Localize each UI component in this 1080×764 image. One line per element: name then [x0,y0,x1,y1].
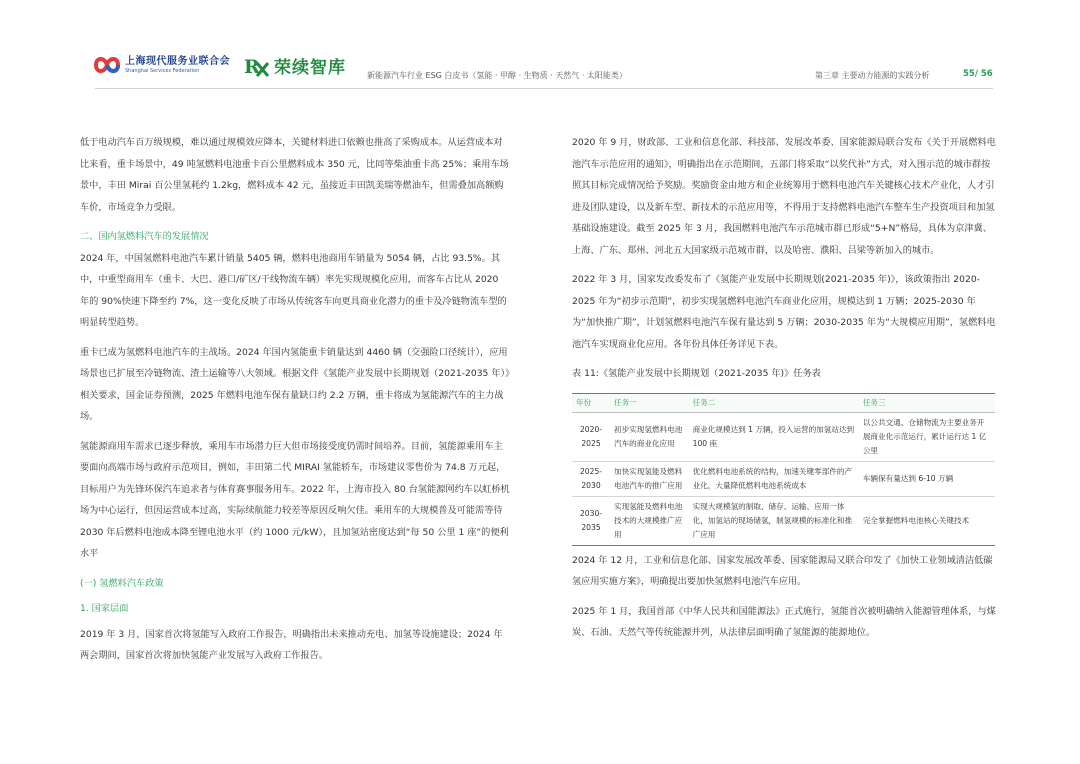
subsection-heading: (一) 氢燃料汽车政策 [80,577,164,589]
ssf-logo-cn: 上海现代服务业联合会 [125,55,230,67]
table-header-row [572,393,995,412]
paragraph: 2024 年，中国氢燃料电池汽车累计销量 5405 辆，燃料电池商用车销量为 5054 辆，占比 93.5%。其中，中重型商用车（重卡、大巴、港口/矿区/干线物流车辆）率先实现规模化应用，而客车占比从 2020 年的 90%快速下降至约 7%，这一变化反映了市场从传统客车向更具商业化潜力的重卡及冷链物流车型的明显转型趋势。 [80,252,507,328]
table-cell: 初步实现氢燃料电池汽车的商业化应用 [610,412,689,461]
document-title: 新能源汽车行业 ESG 白皮书（氢能 · 甲醇 · 生物质 · 天然气 · 太阳能类） [367,71,627,80]
section-heading: 二、国内氢燃料汽车的发展情况 [80,231,209,242]
chapter-title: 第三章 主要动力能源的实践分析 [815,71,930,80]
paragraph: 2020 年 9 月，财政部、工业和信息化部、科技部、发展改革委、国家能源局联合发布《关于开展燃料电池汽车示范应用的通知》，明确指出在示范期间，五部门将采取“以奖代补”方式，对入围示范的城市群按照其目标完成情况给予奖励。奖励资金由地方和企业统筹用于燃料电池汽车关键核心技术产业化，人才引进及团队建设，以及新车型、新技术的示范应用等，不得用于支持燃料电池汽车整车生产投资项目和加氢基础设施建设。截至 2025 年 3 月，我国燃料电池汽车示范城市群已形成“5+N”格局，具体为京津冀、上海、广东、郑州、河北五大国家级示范城市群，以及哈密、濮阳、吕梁等新加入的城市。 [572,137,996,256]
table-row [572,461,995,496]
table-cell: 优化燃料电池系统的结构，加速关键零部件的产业化，大量降低燃料电池系统成本 [689,461,859,496]
table-row [572,412,995,461]
paragraph: 低于电动汽车百万级规模，难以通过规模效应降本，关键材料进口依赖也推高了采购成本。从运营成本对比来看，重卡场景中，49 吨氢燃料电池重卡百公里燃料成本 350 元，比同等柴油重卡高 25%；乘用车场景中，丰田 Mirai 百公里氢耗约 1.2kg，燃料成本 42 元，虽接近丰田凯美瑞等燃油车，但需叠加高额购车价，市场竞争力受限。 [80,137,509,213]
table-header: 年份 [572,393,610,412]
subsection-heading: 1. 国家层面 [80,603,129,614]
rongxu-logo [244,53,346,78]
table-cell: 2030-2035 [572,496,610,545]
right-column [572,132,997,652]
ssf-logo-icon [93,54,121,76]
paragraph: 重卡已成为氢燃料电池汽车的主战场。2024 年国内氢能重卡销量达到 4460 辆（交强险口径统计），应用场景也已扩展至冷链物流、渣土运输等八大领域。根据文件《氢能产业发展中长期规划（2021-2035 年）》相关要求，国金证券预测，2025 年燃料电池车保有量缺口约 2.2 万辆，重卡将成为氢能源汽车的主力战场。 [80,346,510,422]
table-cell: 2025-2030 [572,461,610,496]
table-cell: 完全掌握燃料电池核心关键技术 [859,496,995,545]
paragraph: 2019 年 3 月，国家首次将氢能写入政府工作报告，明确指出未来推动充电、加氢等设施建设；2024 年两会期间，国家首次将加快氢能产业发展写入政府工作报告。 [80,628,503,661]
paragraph: 2025 年 1 月，我国首部《中华人民共和国能源法》正式施行，氢能首次被明确纳入能源管理体系，与煤炭、石油、天然气等传统能源并列，从法律层面明确了氢能源的能源地位。 [572,605,996,638]
header-divider [95,88,993,89]
paragraph: 氢能源商用车需求已逐步释放，乘用车市场潜力巨大但市场接受度仍需时间培养。目前，氢能源乘用车主要面向高端市场与政府示范项目，例如，丰田第二代 MIRAI 氢能轿车，市场建议零售价为 74.8 万元起，目标用户为先锋环保汽车追求者与体育赛事服务用车。2022 年，上海市投入 80 台氢能源网约车以虹桥机场为中心运行，但因运营成本过高，实际续航能力较差等原因反响欠佳。乘用车的大规模普及可能需等待 2030 年后燃料电池成本降至锂电池水平（约 1000 元/kW），且加氢站密度达到“每 50 公里 1 座”的便利水平 [80,440,510,559]
table-header: 任务二 [689,393,859,412]
rongxu-logo-text: 荣续智库 [274,58,346,78]
table-cell: 加快实现氢能及燃料电池汽车的推广应用 [610,461,689,496]
table-caption: 表 11:《氢能产业发展中长期规划（2021-2035 年)》任务表 [572,368,821,379]
table-header: 任务一 [610,393,689,412]
table-row [572,496,995,545]
task-table [572,393,995,546]
paragraph: 2022 年 3 月，国家发改委发布了《氢能产业发展中长期规划(2021-2035 年)》，该政策指出 2020-2025 年为“初步示范期”，初步实现氢燃料电池汽车商业化应用，规模达到 1 万辆；2025-2030 年为“加快推广期”，计划氢燃料电池汽车保有量达到 5 万辆；2030-2035 年为“大规模应用期”，氢燃料电池汽车实现商业化应用。各年份具体任务详见下表。 [572,274,996,350]
page-header [0,0,1080,100]
table-cell: 车辆保有量达到 6-10 万辆 [859,461,995,496]
table-cell: 商业化规模达到 1 万辆，投入运营的加氢站达到 100 座 [689,412,859,461]
table-cell: 以公共交通、仓储物流为主要业务开展商业化示范运行，累计运行达 1 亿公里 [859,412,995,461]
ssf-logo [93,54,230,76]
paragraph: 2024 年 12 月，工业和信息化部、国家发展改革委、国家能源局又联合印发了《加快工业领域清洁低碳氢应用实施方案》，明确提出要加快氢燃料电池汽车应用。 [572,554,993,587]
svg-text:R: R [244,55,260,77]
table-cell: 2020-2025 [572,412,610,461]
page-number: 55/ 56 [963,69,993,79]
table-cell: 实现大规模氢的制取、储存、运输、应用一体化，加氢站的现场储氢，制氢规模的标准化和推广应用 [689,496,859,545]
table-cell: 实现氢能及燃料电池技术的大规模推广应用 [610,496,689,545]
table-header: 任务三 [859,393,995,412]
rx-logo-icon [244,55,270,77]
ssf-logo-en: Shanghai Services Federation [125,67,200,74]
left-column [80,132,510,675]
